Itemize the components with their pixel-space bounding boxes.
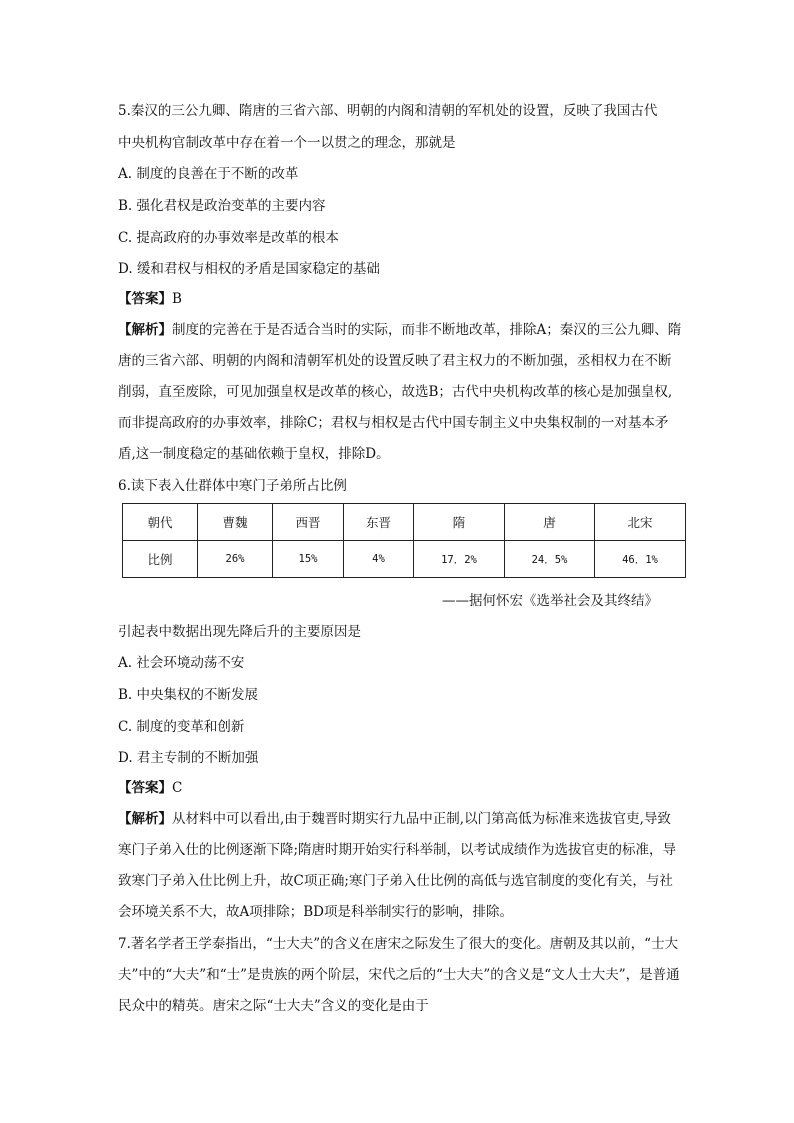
table-cell: 26% <box>198 541 273 578</box>
q6-question: 引起表中数据出现先降后升的主要原因是 <box>118 624 361 640</box>
table-cell: 隋 <box>414 504 505 541</box>
table-cell: 46．1% <box>595 541 686 578</box>
table-cell: 15% <box>273 541 344 578</box>
q6-option-c: C. 制度的变革和创新 <box>118 719 245 735</box>
table-cell: 24．5% <box>505 541 595 578</box>
table-cell: 北宋 <box>595 504 686 541</box>
q5-answer-value: B <box>172 291 182 307</box>
table-cell: 朝代 <box>123 504 198 541</box>
table-cell: 唐 <box>505 504 595 541</box>
q5-stem-line-1: 5.秦汉的三公九卿、隋唐的三省六部、明朝的内阁和清朝的军机处的设置，反映了我国古代 <box>118 103 658 119</box>
q5-option-d: D. 缓和君权与相权的矛盾是国家稳定的基础 <box>118 261 380 277</box>
table-cell: 17．2% <box>414 541 505 578</box>
q5-option-c: C. 提高政府的办事效率是改革的根本 <box>118 230 339 246</box>
q7-stem: 7.著名学者王学泰指出，“士大夫”的含义在唐宋之际发生了很大的变化。唐朝及其以前，“士大夫”中的“大夫”和“士”是贵族的两个阶层，宋代之后的“士大夫”的含义是“文人士大夫”，是普通民众中的精英。唐宋之际“士大夫”含义的变化是由于 <box>118 936 680 1014</box>
q6-source: ——据何怀宏《选举社会及其终结》 <box>442 593 658 609</box>
table-cell: 东晋 <box>344 504 414 541</box>
table-row-dynasty <box>123 504 686 541</box>
q6-ratio-table <box>122 503 686 578</box>
q6-answer-value: C <box>172 780 183 796</box>
table-cell: 曹魏 <box>198 504 273 541</box>
q5-analysis <box>118 315 683 470</box>
q5-analysis-text: 制度的完善在于是否适合当时的实际，而非不断地改革，排除A；秦汉的三公九卿、隋唐的三省六部、明朝的内阁和清朝军机处的设置反映了君主权力的不断加强，丞相权力在不断削弱，直至废除，可见加强皇权是改革的核心，故选B；古代中央机构改革的核心是加强皇权,而非提高政府的办事效率，排除C；君权与相权是古代中国专制主义中央集权制的一对基本矛盾,这一制度稳定的基础依赖于皇权，排除D。 <box>118 322 682 462</box>
table-cell: 西晋 <box>273 504 344 541</box>
q5-answer <box>118 289 182 309</box>
q5-option-b: B. 强化君权是政治变革的主要内容 <box>118 198 326 214</box>
table-row-ratio <box>123 541 686 578</box>
table-cell: 4% <box>344 541 414 578</box>
q6-stem: 6.读下表入仕群体中寒门子弟所占比例 <box>118 478 347 494</box>
q5-option-a: A. 制度的良善在于不断的改革 <box>118 166 299 182</box>
q6-answer-label: 【答案】 <box>118 780 172 796</box>
q6-analysis-label: 【解析】 <box>118 811 172 827</box>
q5-analysis-label: 【解析】 <box>118 322 172 338</box>
table-cell: 比例 <box>123 541 198 578</box>
q6-answer <box>118 778 182 798</box>
q6-analysis <box>118 804 683 928</box>
q6-option-a: A. 社会环境动荡不安 <box>118 655 245 671</box>
q6-analysis-text: 从材料中可以看出,由于魏晋时期实行九品中正制,以门第高低为标准来选拔官吏,导致寒门子弟入仕的比例逐渐下降;隋唐时期开始实行科举制，以考试成绩作为选拔官吏的标准，导致寒门子弟入仕比例上升，故C项正确;寒门子弟入仕比例的高低与选官制度的变化有关，与社会环境关系不大，故A项排除；BD项是科举制实行的影响，排除。 <box>118 811 677 920</box>
q5-answer-label: 【答案】 <box>118 291 172 307</box>
q6-option-b: B. 中央集权的不断发展 <box>118 687 259 703</box>
q5-stem-line-2: 中央机构官制改革中存在着一个一以贯之的理念，那就是 <box>118 135 456 151</box>
q6-option-d: D. 君主专制的不断加强 <box>118 750 259 766</box>
